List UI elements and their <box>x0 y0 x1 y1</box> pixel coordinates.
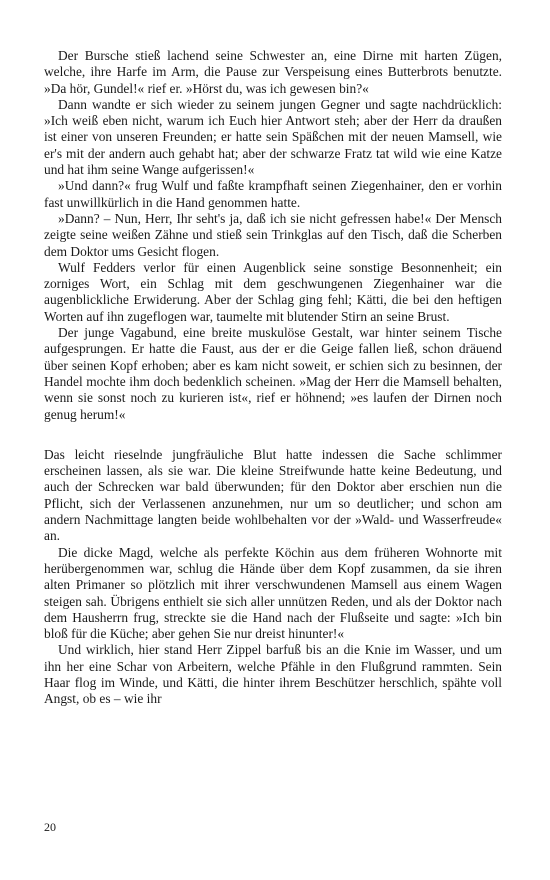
paragraph: »Dann? – Nun, Herr, Ihr seht's ja, daß ich sie nicht gefressen habe!« Der Mensch zeigte seine weißen Zähne und stieß sein Trinkglas auf den Tisch, daß die Scherben dem Doktor ums Gesicht flogen. <box>44 210 502 259</box>
page-body <box>44 48 502 708</box>
section-break <box>44 423 502 447</box>
paragraph: Wulf Fedders verlor für einen Augenblick seine sonstige Besonnenheit; ein zorniges Wort, ein Schlag mit dem geschwungenen Ziegenhainer war die augenblickliche Erwiderung. Aber der Schlag ging fehl; Kätti, die bei den heftigen Worten auf ihn zugeflogen war, taumelte mit blutender Stirn an seine Brust. <box>44 259 502 324</box>
paragraph: Dann wandte er sich wieder zu seinem jungen Gegner und sagte nachdrücklich: »Ich weiß eben nicht, warum ich Euch hier Antwort steh; aber der Herr da draußen ist einer von unseren Freunden; er hatte sein Späßchen mit der neuen Mamsell, wie er's mit der andern auch gehabt hat; aber der schwarze Fratz tat wild wie eine Katze und hat ihm seine Wange aufgerissen!« <box>44 96 502 178</box>
page-number: 20 <box>44 820 56 834</box>
paragraph: »Und dann?« frug Wulf und faßte krampfhaft seinen Ziegenhainer, den er vorhin fast unwillkürlich in die Hand genommen hatte. <box>44 178 502 210</box>
paragraph: Das leicht rieselnde jungfräuliche Blut hatte indessen die Sache schlimmer erscheinen lassen, als sie war. Die kleine Streifwunde hatte keine Bedeutung, und auch der Schrecken war bald überwunden; für den Doktor aber erschien nun die Pflicht, sich der Verlassenen anzunehmen, nur um so deutlicher; und schon am andern Nachmittage langten beide wohlbehalten vor der »Wald- und Wasserfreude« an. <box>44 446 502 544</box>
paragraph: Die dicke Magd, welche als perfekte Köchin aus dem früheren Wohnorte mit herübergenommen war, schlug die Hände über dem Kopf zusammen, da sie ihren alten Primaner so plötzlich mit ihrer verschwundenen Mamsell aus einem Wagen steigen sah. Übrigens enthielt sie sich aller unnützen Reden, und als der Doktor nach dem Hausherrn frug, streckte sie die Hand nach der Flußseite und sagte: »Ich bin bloß für die Küche; aber gehen Sie nur dreist hinunter!« <box>44 544 502 642</box>
paragraph: Der Bursche stieß lachend seine Schwester an, eine Dirne mit harten Zügen, welche, ihre Harfe im Arm, die Pause zur Verspeisung eines Butterbrots benutzte. »Da hör, Gundel!« rief er. »Hörst du, was ich gewesen bin?« <box>44 48 502 96</box>
paragraph: Und wirklich, hier stand Herr Zippel barfuß bis an die Knie im Wasser, und um ihn her eine Schar von Arbeitern, welche Pfähle in den Flußgrund rammten. Sein Haar flog im Winde, und Kätti, die hinter ihrem Beschützer herschlich, spähte voll Angst, ob es – wie ihr <box>44 642 502 707</box>
paragraph: Der junge Vagabund, eine breite muskulöse Gestalt, war hinter seinem Tische aufgesprungen. Er hatte die Faust, aus der er die Geige fallen ließ, schon dräuend über seinen Kopf erhoben; aber es kam nicht soweit, er schien sich zu besinnen, der Handel mochte ihm doch bedenklich scheinen. »Mag der Herr die Mamsell behalten, wenn sie sonst noch zu kurieren ist«, rief er höhnend; »es laufen der Dirnen noch genug herum!« <box>44 325 502 422</box>
